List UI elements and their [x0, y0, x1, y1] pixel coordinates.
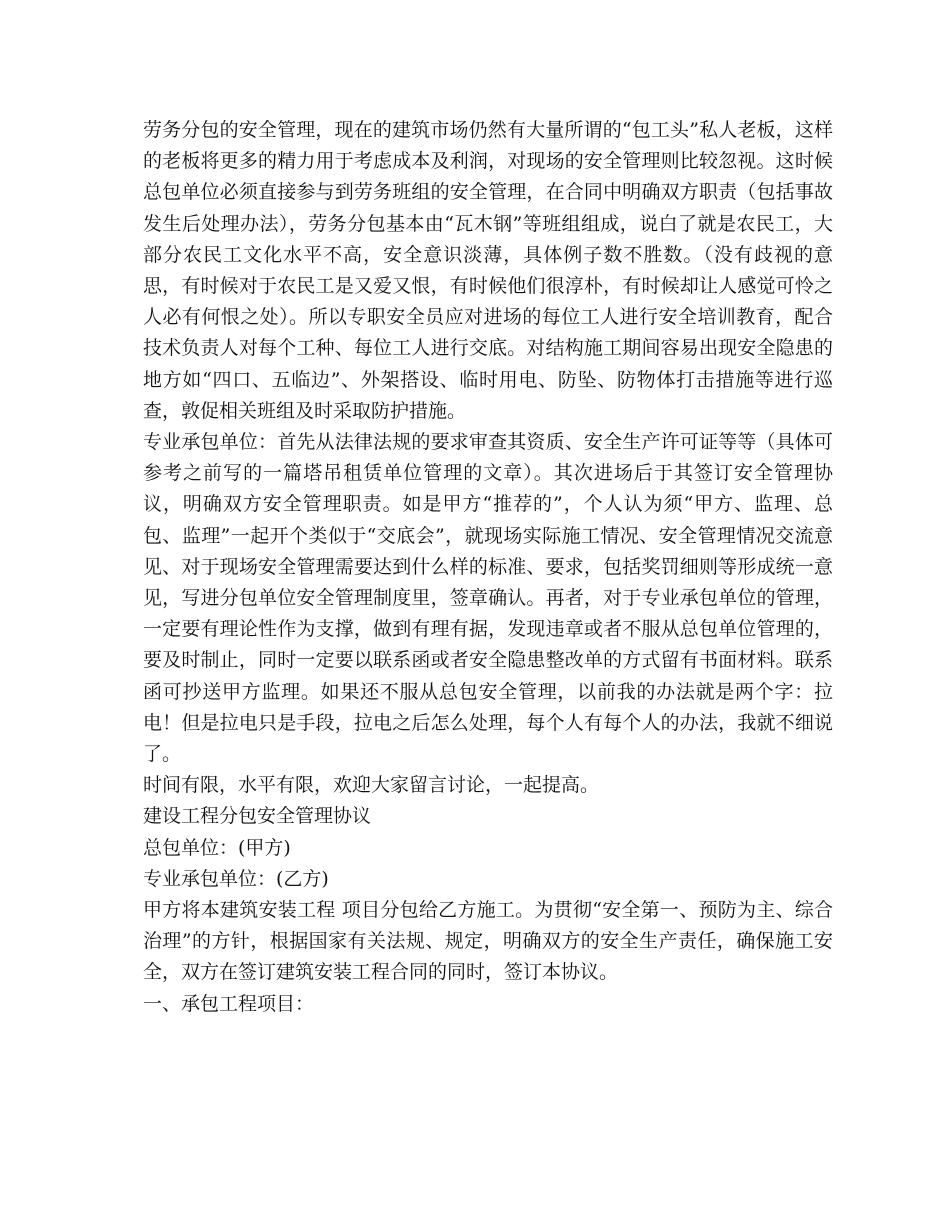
agreement-preamble: 甲方将本建筑安装工程 项目分包给乙方施工。为贯彻“安全第一、预防为主、综合治理”的方针，根据国家有关法规、规定，明确双方的安全生产责任，确保施工安全，双方在签订建筑安装工程合同的同时，签订本协议。	[143, 899, 833, 984]
paragraph-closing-note: 时间有限，水平有限，欢迎大家留言讨论，一起提高。	[143, 774, 600, 797]
party-b-line: 专业承包单位：(乙方)	[143, 867, 329, 890]
paragraph-specialty-contractor: 专业承包单位：首先从法律法规的要求审查其资质、安全生产许可证等等（具体可参考之前写的一篇塔吊租赁单位管理的文章）。其次进场后于其签订安全管理协议，明确双方安全管理职责。如是甲方“推荐的”，个人认为须“甲方、监理、总包、监理”一起开个类似于“交底会”，就现场实际施工情况、安全管理情况交流意见、对于现场安全管理需要达到什么样的标准、要求，包括奖罚细则等形成统一意见，写进分包单位安全管理制度里，签章确认。再者，对于专业承包单位的管理，一定要有理论性作为支撑，做到有理有据，发现违章或者不服从总包单位管理的，要及时制止，同时一定要以联系函或者安全隐患整改单的方式留有书面材料。联系函可抄送甲方监理。如果还不服从总包安全管理，以前我的办法就是两个字：拉电！但是拉电只是手段，拉电之后怎么处理，每个人有每个人的办法，我就不细说了。	[143, 431, 833, 766]
party-a-line: 总包单位：(甲方)	[143, 836, 291, 859]
paragraph-labor-subcontract: 劳务分包的安全管理，现在的建筑市场仍然有大量所谓的“包工头”私人老板，这样的老板将更多的精力用于考虑成本及利润，对现场的安全管理则比较忽视。这时候总包单位必须直接参与到劳务班组的安全管理，在合同中明确双方职责（包括事故发生后处理办法），劳务分包基本由“瓦木钢”等班组组成，说白了就是农民工，大部分农民工文化水平不高，安全意识淡薄，具体例子数不胜数。（没有歧视的意思，有时候对于农民工是又爱又恨，有时候他们很淳朴，有时候却让人感觉可怜之人必有何恨之处）。所以专职安全员应对进场的每位工人进行安全培训教育，配合技术负责人对每个工种、每位工人进行交底。对结构施工期间容易出现安全隐患的地方如“四口、五临边”、外架搭设、临时用电、防坠、防物体打击措施等进行巡查，敦促相关班组及时采取防护措施。	[143, 119, 833, 422]
agreement-title: 建设工程分包安全管理协议	[143, 805, 372, 828]
section-heading-project: 一、承包工程项目：	[143, 992, 315, 1015]
document-body	[143, 115, 833, 1020]
